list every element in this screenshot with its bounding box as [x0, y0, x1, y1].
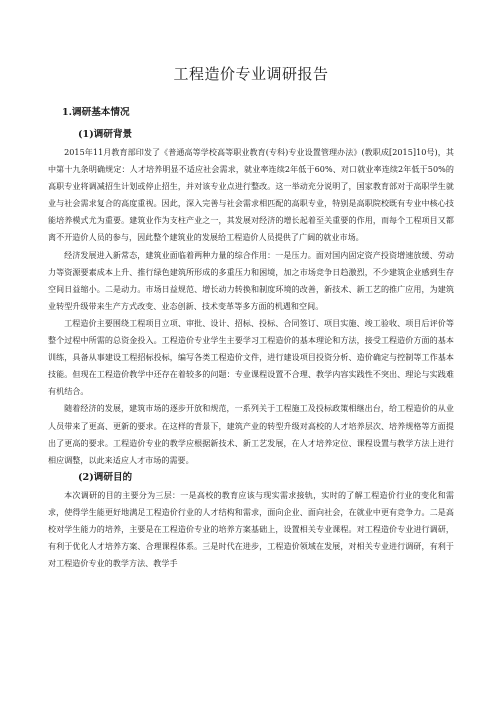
paragraph-purpose-1: 本次调研的目的主要分为三层：一是高校的教育应该与现实需求接轨，实时的了解工程造价行业的变化和需求，使得学生能更好地满足工程造价行业的人才结构和需求，面向企业、面向社会，在就业中更有竞争力。二是高校对学生能力的培养，主要是在工程造价专业的培养方案基础上，设置相关专业课程。对工程造价专业进行调研，有利于优化人才培养方案、合理课程体系。三是时代在进步，工程造价领域在发展，对相关专业进行调研，有利于对工程造价专业的教学方法、教学手 [48, 490, 454, 569]
paragraph-background-4: 随着经济的发展，建筑市场的逐步开放和规范，一系列关于工程施工及投标政策相继出台，给工程造价的从业人员带来了更高、更新的要求。在这样的背景下，建筑产业的转型升级对高校的人才培养层次、培养规格等方面提出了更高的要求。工程造价专业的教学应根据新技术、新工艺发展，在人才培养定位、课程设置与教学方法上进行相应调整，以此来适应人才市场的需要。 [48, 404, 454, 465]
paragraph-background-2: 经济发展进入新常态，建筑业面临着两种力量的综合作用：一是压力。面对国内固定资产投资增速放缓、劳动力等资源要素成本上升、推行绿色建筑所形成的多重压力和困境，加之市场竞争日趋激烈，不少建筑企业感到生存空间日益缩小。二是动力。市场日益规范、增长动力转换和制度环境的改善，新技术、新工艺的推广应用，为建筑业转型升级带来生产方式改变、业态创新、技术变革等多方面的机遇和空间。 [48, 250, 454, 311]
subsection-heading-purpose: (2)调研目的 [78, 471, 133, 483]
subsection-heading-background: (1)调研背景 [78, 129, 133, 140]
document-title: 工程造价专业调研报告 [173, 65, 329, 83]
paragraph-background-3: 工程造价主要围绕工程项目立项、审批、设计、招标、投标、合同签订、项目实施、竣工验收、项目后评价等整个过程中所需的总资金投入。工程造价专业学生主要学习工程造价的基本理论和方法，接受工程造价方面的基本训练，具备从事建设工程招标投标，编写各类工程造价文件，进行建设项目投资分析、造价确定与控制等工作基本技能。但现在工程造价教学中还存在着较多的问题：专业课程设置不合理、教学内容实践性不突出、理论与实践难有机结合。 [48, 318, 454, 397]
paragraph-background-1: 2015年11月教育部印发了《普通高等学校高等职业教育(专科)专业设置管理办法》(教职成[2015]10号)，其中第十九条明确规定：人才培养明显不适应社会需求，就业率连续2年低于60%、对口就业率连续2年低于50%的高职专业将调减招生计划或停止招生，并对该专业点进行整改。这一举动充分说明了，国家教育部对于高职学生就业与社会需求复合的高度重视。因此，深入完善与社会需求相匹配的高职专业，特别是高职院校既有专业中核心技能培养模式尤为重要。建筑业作为支柱产业之一，其发展对经济的增长起着至关重要的作用，而每个工程项目又都离不开造价人员的参与，因此整个建筑业的发展给工程造价人员提供了广阔的就业市场。 [48, 148, 454, 243]
section-heading-basic-info: 1.调研基本情况 [62, 107, 130, 118]
